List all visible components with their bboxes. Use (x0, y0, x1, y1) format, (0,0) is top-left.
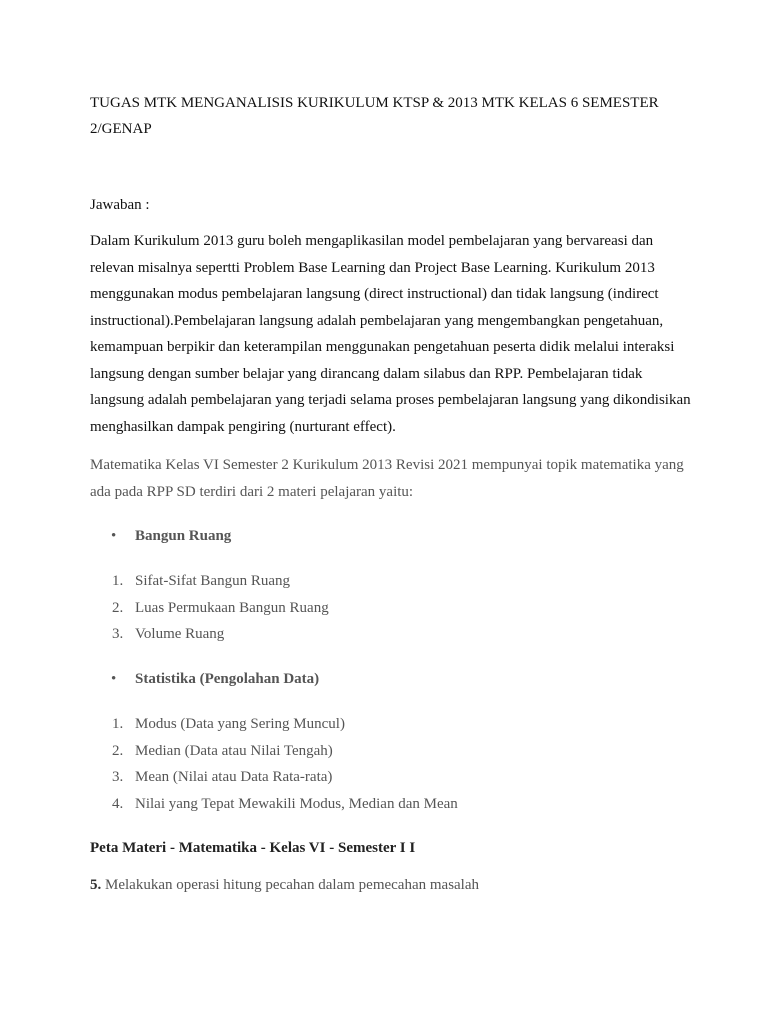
peta-materi-heading: Peta Materi - Matematika - Kelas VI - Semester I I (90, 840, 416, 856)
list-item-text: Mean (Nilai atau Data Rata-rata) (135, 769, 333, 785)
paragraph-matematika-kelas-vi: Matematika Kelas VI Semester 2 Kurikulum 2013 Revisi 2021 mempunyai topik matematika yang ada pada RPP SD terdiri dari 2 materi pelajaran yaitu: (90, 457, 684, 500)
topic-list-bangun-ruang (90, 568, 690, 648)
bullet-icon: • (111, 528, 117, 544)
list-item-number: 3. (112, 626, 124, 642)
list-item-number: 1. (112, 716, 124, 732)
topic-heading-statistika (90, 667, 690, 691)
list-item (90, 595, 690, 622)
topic-heading-label: Statistika (Pengolahan Data) (135, 671, 320, 687)
list-item-text: Luas Permukaan Bangun Ruang (135, 599, 329, 616)
competency-number: 5. (90, 877, 102, 893)
document-title: TUGAS MTK MENGANALISIS KURIKULUM KTSP & 2013 MTK KELAS 6 SEMESTER 2/GENAP (90, 95, 659, 137)
list-item-text: Modus (Data yang Sering Muncul) (135, 716, 345, 732)
competency-text: Melakukan operasi hitung pecahan dalam pemecahan masalah (105, 877, 480, 893)
list-item (90, 791, 690, 818)
list-item-text: Sifat-Sifat Bangun Ruang (135, 573, 290, 589)
list-item (90, 738, 690, 765)
competency-item (90, 873, 479, 897)
bullet-icon: • (111, 671, 117, 687)
topic-heading-bangun-ruang (90, 524, 690, 548)
topic-heading-label: Bangun Ruang (135, 528, 232, 544)
list-item-number: 2. (112, 599, 124, 616)
list-item-number: 4. (112, 795, 124, 812)
list-item-number: 1. (112, 573, 124, 589)
paragraph-kurikulum-2013: Dalam Kurikulum 2013 guru boleh mengaplikasilan model pembelajaran yang bervareasi dan relevan misalnya sepertti Problem Base Learning dan Project Base Learning. Kurikulum 2013 menggunakan modus pembelajaran langsung (direct instructional) dan tidak langsung (indirect instructional).Pembelajaran langsung adalah pembelajaran yang mengembangkan pengetahuan, kemampuan berpikir dan keterampilan menggunakan pengetahuan peserta didik melalui interaksi langsung dengan sumber belajar yang dirancang dalam silabus dan RPP. Pembelajaran tidak langsung adalah pembelajaran yang terjadi selama proses pembelajaran langsung yang dikondisikan menghasilkan dampak pengiring (nurturant effect). (90, 233, 691, 435)
list-item-number: 2. (112, 742, 124, 759)
list-item-number: 3. (112, 769, 124, 785)
list-item-text: Volume Ruang (135, 626, 225, 642)
list-item-text: Nilai yang Tepat Mewakili Modus, Median dan Mean (135, 795, 458, 812)
answer-label: Jawaban : (90, 197, 150, 213)
list-item (90, 621, 690, 648)
list-item (90, 764, 690, 791)
document-page (90, 90, 700, 893)
list-item (90, 711, 690, 738)
list-item-text: Median (Data atau Nilai Tengah) (135, 742, 333, 759)
list-item (90, 568, 690, 595)
topic-list-statistika (90, 711, 690, 817)
